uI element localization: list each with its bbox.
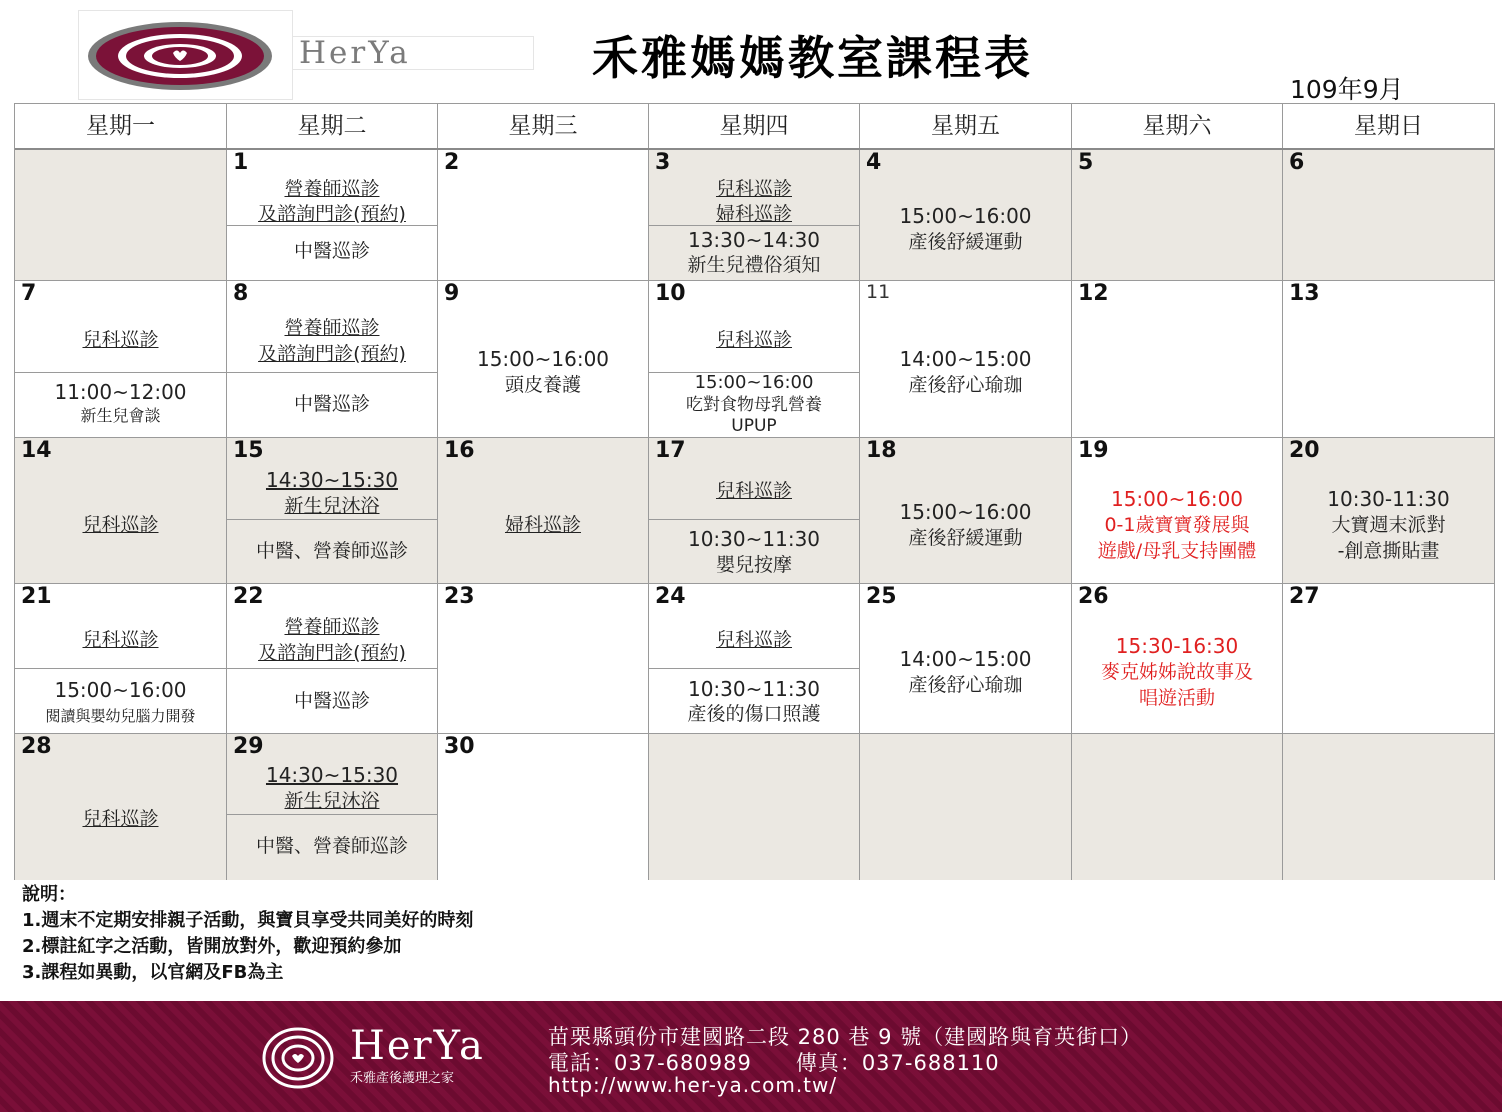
day-number: 25 (866, 584, 897, 609)
day-number: 26 (1078, 584, 1109, 609)
day-number: 12 (1078, 281, 1109, 306)
weekday-thu: 星期四 (649, 104, 860, 148)
cell-divider (227, 668, 437, 669)
calendar-cell-day-22 (227, 584, 438, 734)
event-title: 麥克姊姊說故事及 (1100, 661, 1253, 683)
calendar-cell-day-1 (227, 150, 438, 281)
calendar-cell-day-9 (438, 281, 649, 438)
event-title: 及諮詢門診(預約) (258, 343, 406, 365)
event-title: 產後舒緩運動 (908, 527, 1023, 549)
calendar-cell-day-24 (649, 584, 860, 734)
calendar-cell-empty (1283, 734, 1494, 880)
day-number: 22 (233, 584, 264, 609)
footer-phone-fax: 電話：037-680989 傳真：037-688110 (548, 1051, 1000, 1075)
event-title: 中醫巡診 (293, 690, 370, 712)
event-title: 兒科巡診 (82, 808, 159, 830)
event-time: 15:30-16:30 (1115, 634, 1239, 658)
day-number: 6 (1289, 150, 1305, 175)
calendar-cell-day-7 (15, 281, 227, 438)
calendar-cell-day-10 (649, 281, 860, 438)
calendar-cell-day-15 (227, 438, 438, 584)
day-number: 23 (444, 584, 475, 609)
calendar-cell-day-19 (1072, 438, 1283, 584)
event-title: 兒科巡診 (82, 329, 159, 351)
event-title: 婦科巡診 (504, 514, 581, 536)
day-number: 13 (1289, 281, 1320, 306)
event-title: 中醫巡診 (293, 240, 370, 262)
event-time: 14:00~15:00 (899, 647, 1032, 671)
calendar-cell-day-14 (15, 438, 227, 584)
note-item: 3.課程如異動，以官網及FB為主 (22, 962, 284, 983)
event-title: 兒科巡診 (715, 329, 792, 351)
day-number: 20 (1289, 438, 1320, 463)
day-number: 29 (233, 734, 264, 759)
footer-brand: HerYa (350, 1023, 485, 1069)
event-title: 唱遊活動 (1138, 687, 1215, 709)
day-number: 9 (444, 281, 460, 306)
event-title: 中醫巡診 (293, 393, 370, 415)
event-title: 大寶週末派對 (1331, 514, 1446, 536)
event-time: 15:00~16:00 (1110, 487, 1244, 511)
weekday-sat: 星期六 (1072, 104, 1283, 148)
weekday-tue: 星期二 (227, 104, 438, 148)
day-number: 11 (866, 281, 891, 303)
event-time: 15:00~16:00 (476, 347, 610, 371)
event-title: 新生兒禮俗須知 (687, 254, 821, 276)
cell-divider (227, 814, 437, 815)
event-time: 10:30~11:30 (687, 677, 821, 701)
weekday-sun: 星期日 (1354, 113, 1423, 139)
weekday-mon: 星期一 (15, 104, 227, 148)
footer-banner (0, 1001, 1502, 1112)
event-time: 15:00~16:00 (54, 678, 187, 702)
day-number: 2 (444, 150, 460, 175)
note-item: 1.週末不定期安排親子活動，與寶貝享受共同美好的時刻 (22, 910, 474, 931)
event-title: 兒科巡診 (715, 629, 792, 651)
day-number: 1 (233, 150, 249, 175)
calendar-cell-empty (649, 734, 860, 880)
event-title: 0-1歲寶寶發展與 (1104, 514, 1250, 536)
event-title: 新生兒會談 (80, 406, 161, 425)
event-time: 15:00~16:00 (694, 372, 814, 393)
day-number: 16 (444, 438, 475, 463)
event-title: 中醫、營養師巡診 (255, 540, 408, 562)
calendar-cell-day-3 (649, 150, 860, 281)
event-title: -創意撕貼畫 (1337, 540, 1440, 562)
event-title: 營養師巡診 (284, 616, 380, 638)
logo (78, 10, 293, 100)
note-item: 2.標註紅字之活動，皆開放對外，歡迎預約參加 (22, 936, 402, 957)
event-title: UPUP (731, 416, 777, 436)
calendar-cell-day-23 (438, 584, 649, 734)
calendar-cell-empty (1072, 734, 1283, 880)
cell-divider (227, 225, 437, 226)
event-time: 15:00~16:00 (899, 500, 1032, 524)
page-title: 禾雅媽媽教室課程表 (592, 31, 1033, 85)
calendar-cell-day-27 (1283, 584, 1494, 734)
event-title: 遊戲/母乳支持團體 (1097, 540, 1257, 562)
event-time: 11:00~12:00 (54, 380, 187, 404)
logo-wordmark: HerYa (299, 35, 411, 71)
event-time: 14:30~15:30 (265, 763, 399, 787)
day-number: 24 (655, 584, 686, 609)
calendar-cell-day-11 (860, 281, 1072, 438)
calendar-cell-day-16 (438, 438, 649, 584)
day-number: 4 (866, 150, 882, 175)
day-number: 5 (1078, 150, 1094, 175)
cell-divider (227, 372, 437, 373)
event-title: 產後舒緩運動 (908, 231, 1023, 253)
event-time: 14:30~15:30 (265, 468, 399, 492)
event-title: 吃對食物母乳營養 (686, 395, 822, 415)
calendar-cell-day-12 (1072, 281, 1283, 438)
cell-divider (15, 668, 226, 669)
rose-logo-icon (262, 1027, 334, 1089)
event-title: 兒科巡診 (715, 178, 792, 200)
event-title: 營養師巡診 (284, 317, 380, 339)
cell-divider (649, 225, 859, 226)
event-title: 嬰兒按摩 (715, 554, 792, 576)
cell-divider (649, 519, 859, 520)
event-title: 兒科巡診 (82, 514, 159, 536)
day-number: 14 (21, 438, 52, 463)
calendar-cell-day-4 (860, 150, 1072, 281)
day-number: 17 (655, 438, 686, 463)
event-title: 婦科巡診 (715, 203, 792, 225)
calendar-cell-empty (15, 150, 227, 281)
event-time: 15:00~16:00 (899, 204, 1032, 228)
event-time: 13:30~14:30 (687, 228, 821, 252)
event-time: 14:00~15:00 (899, 347, 1032, 371)
day-number: 27 (1289, 584, 1320, 609)
calendar-cell-day-20 (1283, 438, 1494, 584)
event-title: 兒科巡診 (82, 629, 159, 651)
calendar-cell-day-18 (860, 438, 1072, 584)
calendar-cell-day-5 (1072, 150, 1283, 281)
day-number: 3 (655, 150, 671, 175)
day-number: 19 (1078, 438, 1109, 463)
calendar-cell-empty (860, 734, 1072, 880)
event-title: 新生兒沐浴 (284, 495, 380, 517)
calendar-cell-day-8 (227, 281, 438, 438)
weekday-wed: 星期三 (438, 104, 649, 148)
event-title: 兒科巡診 (715, 480, 792, 502)
calendar-cell-day-30 (438, 734, 649, 880)
footer-brand-subtitle: 禾雅產後護理之家 (350, 1071, 455, 1086)
calendar-cell-day-26 (1072, 584, 1283, 734)
day-number: 30 (444, 734, 475, 759)
event-title: 閱讀與嬰幼兒腦力開發 (45, 707, 196, 725)
day-number: 21 (21, 584, 52, 609)
calendar-cell-day-28 (15, 734, 227, 880)
calendar-cell-day-2 (438, 150, 649, 281)
event-time: 10:30~11:30 (687, 527, 821, 551)
day-number: 8 (233, 281, 249, 306)
cell-divider (227, 519, 437, 520)
logo-wordmark-box (292, 36, 534, 70)
calendar-cell-day-21 (15, 584, 227, 734)
calendar-cell-day-13 (1283, 281, 1494, 438)
event-title: 及諮詢門診(預約) (258, 203, 406, 225)
event-title: 中醫、營養師巡診 (255, 835, 408, 857)
event-title: 及諮詢門診(預約) (258, 642, 406, 664)
event-title: 頭皮養護 (504, 374, 581, 396)
day-number: 7 (21, 281, 37, 306)
rose-logo-icon (85, 19, 285, 93)
day-number: 15 (233, 438, 264, 463)
calendar-cell-day-17 (649, 438, 860, 584)
event-title: 營養師巡診 (284, 178, 380, 200)
calendar-cell-day-25 (860, 584, 1072, 734)
weekday-fri: 星期五 (860, 104, 1072, 148)
cell-divider (649, 668, 859, 669)
notes-section (22, 882, 473, 986)
calendar-cell-day-6 (1283, 150, 1494, 281)
footer-website-link[interactable]: http://www.her-ya.com.tw/ (548, 1073, 838, 1097)
day-number: 18 (866, 438, 897, 463)
event-title: 產後舒心瑜珈 (908, 374, 1023, 396)
event-title: 新生兒沐浴 (284, 790, 380, 812)
day-number: 28 (21, 734, 52, 759)
weekday-header-row (15, 104, 1494, 150)
event-title: 產後舒心瑜珈 (908, 674, 1023, 696)
event-title: 產後的傷口照護 (687, 703, 821, 725)
day-number: 10 (655, 281, 686, 306)
calendar-cell-day-29 (227, 734, 438, 880)
notes-title: 說明： (22, 884, 76, 905)
event-time: 10:30-11:30 (1327, 487, 1450, 511)
schedule-month: 109年9月 (1290, 75, 1404, 104)
footer-address: 苗栗縣頭份市建國路二段 280 巷 9 號（建國路與育英街口） (548, 1025, 1143, 1049)
calendar-grid (14, 103, 1495, 880)
cell-divider (15, 372, 226, 373)
